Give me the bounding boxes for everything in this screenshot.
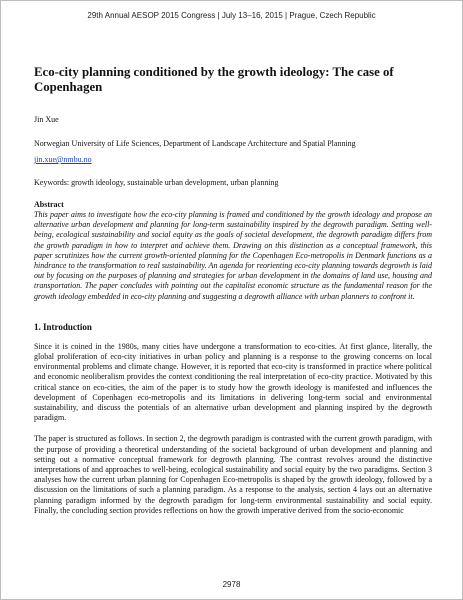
abstract-text: This paper aims to investigate how the eco-city planning is framed and conditioned by the growth ideology and propose an alternative urban development and planning for long-term sustainability inspired by the degrowth paradigm. Setting well-being, ecological sustainability and social equity as the goals of societal development, the degrowth paradigm differs from the growth paradigm in how to interpret and achieve them. Drawing on this distinction as a conceptual framework, this paper scrutinizes how the current growth-oriented planning for the Copenhagen Eco-metropolis in Denmark functions as a hindrance to the transformation to real sustainability. An agenda for reorienting eco-city planning towards degrowth is laid out by focusing on the purposes of planning and strategies for urban development in the domains of land use, housing and transportation. The paper concludes with pointing out the capitalist economic structure as the fundamental reason for the growth ideology embedded in eco-city planning and suggesting a degrowth alliance with urban planners to confront it. xyxy=(34,210,432,301)
body-paragraph-2: The paper is structured as follows. In section 2, the degrowth paradigm is contrasted with the current growth paradigm, with the purpose of providing a theoretical understanding of the societal background of urban development and planning and setting out a normative conceptual framework for degrowth planning. The contrast revolves around the distinctive interpretations of and approaches to well-being, ecological sustainability and social equity by the two paradigms. Section 3 analyses how the current urban planning for Copenhagen Eco-metropolis is shaped by the growth ideology, followed by a discussion on the limitations of such a planning paradigm. As a response to the analysis, section 4 lays out an alternative planning paradigm informed by the degrowth paradigm for long-term environmental sustainability and social equity. Finally, the concluding section provides reflections on how the growth imperative derived from the socio-economic xyxy=(34,434,432,515)
abstract-heading: Abstract xyxy=(34,200,64,209)
body-paragraph-1: Since it is coined in the 1980s, many cities have undergone a transformation to eco-cities. At first glance, literally, the global proliferation of eco-city initiatives in urban policy and planning is a response to the growing concerns on local environmental problems and climate change. However, it is reported that eco-city is transformed in practice where political and economic neoliberalism provides the context conditioning the real interpretation of eco-city practice. Motivated by this critical stance on eco-cities, the aim of the paper is to study how the growth ideology is manifested and influences the development of Copenhagen eco-metropolis and its limitations in delivering long-term social and environmental sustainability, and discuss the potentials of an alternative urban development and planning inspired by the degrowth paradigm. xyxy=(34,341,432,423)
page-number: 2978 xyxy=(222,580,241,589)
keywords: Keywords: growth ideology, sustainable urban development, urban planning xyxy=(34,178,279,187)
author-affiliation: Norwegian University of Life Sciences, Department of Landscape Architecture and Spatial Planning xyxy=(34,139,356,148)
paper-title: Eco-city planning conditioned by the growth ideology: The case of Copenhagen xyxy=(34,65,394,94)
paper-content xyxy=(34,65,432,527)
author-email-link[interactable]: jin.xue@nmbu.no xyxy=(34,155,92,164)
conference-header: 29th Annual AESOP 2015 Congress | July 13–16, 2015 | Prague, Czech Republic xyxy=(87,11,376,20)
section-heading-introduction: 1. Introduction xyxy=(34,321,92,332)
author-name: Jin Xue xyxy=(34,115,59,124)
